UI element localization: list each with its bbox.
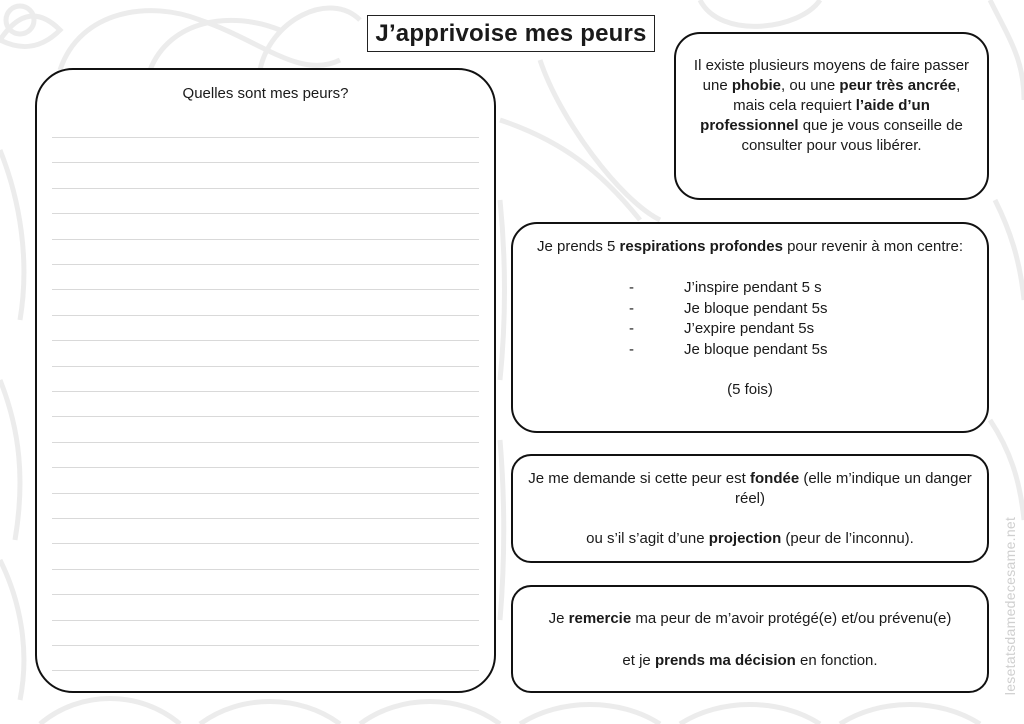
breathing-repeat: (5 fois) bbox=[727, 381, 773, 398]
info-text-segment: , ou une bbox=[781, 77, 840, 94]
decision-bold: prends ma décision bbox=[654, 652, 796, 669]
professional-help-text bbox=[690, 56, 973, 156]
breathing-steps-list bbox=[523, 278, 977, 360]
breathing-step bbox=[523, 319, 977, 340]
writing-line[interactable] bbox=[52, 315, 479, 316]
dash-bullet: - bbox=[629, 279, 634, 296]
breathing-intro-end: pour revenir à mon centre: bbox=[782, 238, 963, 255]
watermark-text: lesetatsdamedecesame.net bbox=[1002, 516, 1019, 696]
decision-line bbox=[523, 651, 977, 671]
breathing-step bbox=[523, 340, 977, 361]
info-text-segment: , mais cela requiert bbox=[733, 77, 961, 114]
writing-line[interactable] bbox=[52, 213, 479, 214]
thank-line bbox=[523, 609, 977, 629]
writing-line[interactable] bbox=[52, 239, 479, 240]
info-bold-phrase: peur très ancrée bbox=[839, 77, 957, 94]
writing-line[interactable] bbox=[52, 620, 479, 621]
projection-text-start: ou s’il s’agit d’une bbox=[586, 530, 709, 547]
writing-line[interactable] bbox=[52, 137, 479, 138]
professional-help-box bbox=[674, 32, 989, 200]
writing-line[interactable] bbox=[52, 366, 479, 367]
writing-line[interactable] bbox=[52, 594, 479, 595]
writing-line[interactable] bbox=[52, 442, 479, 443]
writing-line[interactable] bbox=[52, 264, 479, 265]
breathing-intro-start: Je prends 5 bbox=[536, 238, 620, 255]
breathing-step bbox=[523, 299, 977, 320]
breathing-step-text: Je bloque pendant 5s bbox=[684, 340, 828, 358]
dash-bullet: - bbox=[629, 320, 634, 337]
grounded-text-start: Je me demande si cette peur est bbox=[528, 470, 750, 487]
fears-writing-box bbox=[35, 68, 496, 693]
grounded-bold: fondée bbox=[750, 470, 800, 487]
grounded-question bbox=[523, 469, 977, 509]
worksheet-title: J’apprivoise mes peurs bbox=[367, 15, 655, 52]
projection-text-end: (peur de l’inconnu). bbox=[781, 530, 914, 547]
writing-line[interactable] bbox=[52, 391, 479, 392]
dash-bullet: - bbox=[629, 299, 634, 317]
writing-line[interactable] bbox=[52, 416, 479, 417]
grounded-fear-box bbox=[511, 454, 989, 563]
fears-heading: Quelles sont mes peurs? bbox=[182, 85, 349, 102]
info-text-segment: Il existe plusieurs moyens de faire passer une bbox=[693, 57, 970, 94]
website-watermark bbox=[1001, 515, 1019, 697]
breathing-intro-bold: respirations profondes bbox=[619, 238, 783, 255]
info-text-segment: que je vous conseille de consulter pour vous libérer. bbox=[741, 117, 963, 154]
breathing-intro bbox=[523, 237, 977, 257]
dash-bullet: - bbox=[629, 340, 634, 358]
writing-line[interactable] bbox=[52, 569, 479, 570]
breathing-step-text: Je bloque pendant 5s bbox=[684, 299, 828, 317]
thank-text-end: ma peur de m’avoir protégé(e) et/ou prévenu(e) bbox=[631, 610, 952, 627]
writing-line[interactable] bbox=[52, 518, 479, 519]
writing-line[interactable] bbox=[52, 670, 479, 671]
decision-text-start: et je bbox=[622, 652, 655, 669]
breathing-box bbox=[511, 222, 989, 433]
thank-text-start: Je bbox=[548, 610, 569, 627]
thank-bold: remercie bbox=[568, 610, 632, 627]
info-bold-phrase: l’aide d’un professionnel bbox=[700, 97, 930, 134]
thank-fear-box bbox=[511, 585, 989, 693]
writing-line[interactable] bbox=[52, 493, 479, 494]
decision-text-end: en fonction. bbox=[795, 652, 878, 669]
writing-line[interactable] bbox=[52, 188, 479, 189]
writing-line[interactable] bbox=[52, 645, 479, 646]
writing-line[interactable] bbox=[52, 467, 479, 468]
projection-question bbox=[523, 529, 977, 549]
writing-line[interactable] bbox=[52, 340, 479, 341]
projection-bold: projection bbox=[708, 530, 782, 547]
breathing-step-text: J’inspire pendant 5 s bbox=[684, 279, 822, 296]
writing-line[interactable] bbox=[52, 162, 479, 163]
info-bold-phrase: phobie bbox=[731, 77, 782, 94]
breathing-step-text: J’expire pendant 5s bbox=[684, 320, 815, 337]
writing-line[interactable] bbox=[52, 289, 479, 290]
breathing-step bbox=[523, 278, 977, 299]
grounded-text-end: (elle m’indique un danger réel) bbox=[734, 470, 972, 507]
writing-line[interactable] bbox=[52, 543, 479, 544]
